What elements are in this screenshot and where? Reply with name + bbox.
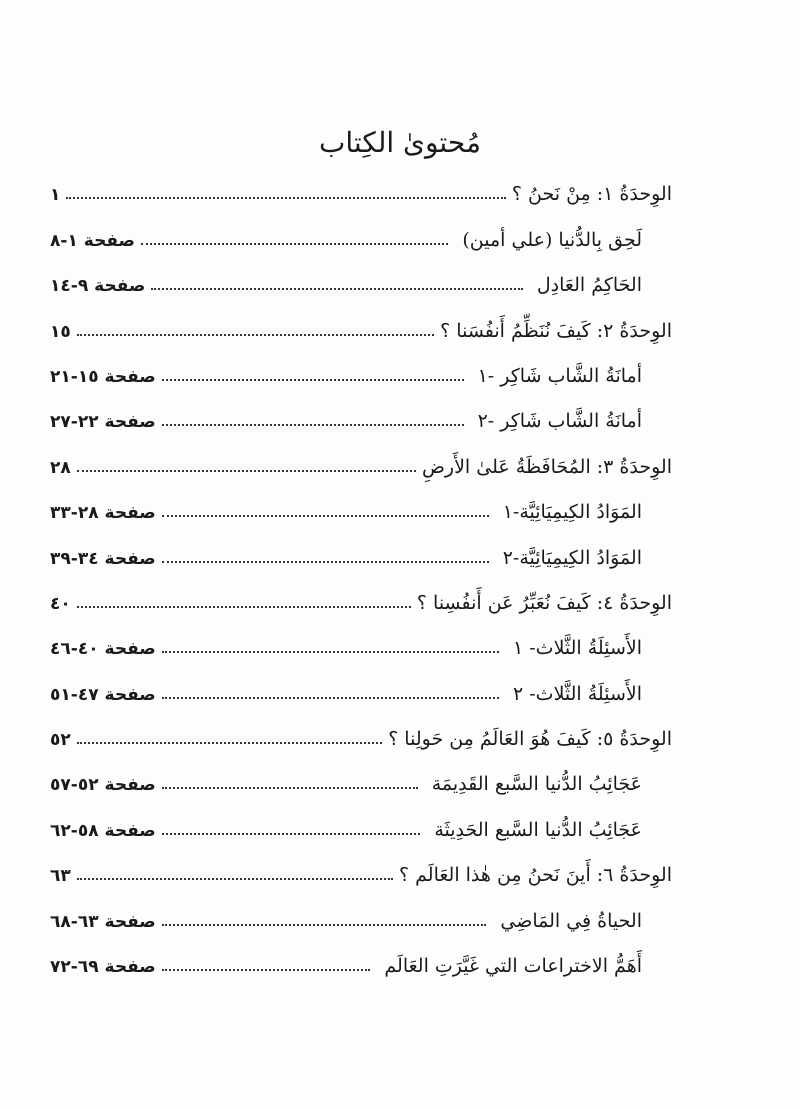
dot-leader — [162, 515, 489, 517]
toc-page-range: صفحة ١-٨ — [50, 230, 135, 251]
table-of-contents — [50, 160, 672, 977]
toc-lesson — [50, 523, 672, 568]
toc-entry-label: أَهَمُّ الاختراعات التي غَيَّرَتِ العَالَم — [384, 955, 642, 978]
toc-lesson — [50, 387, 672, 432]
dot-leader — [77, 606, 411, 608]
toc-entry-label: الوِحدَةُ ٢: كَيفَ نُنَظِّمُ أَنفُسَنا ؟ — [440, 319, 672, 342]
dot-leader — [66, 197, 506, 199]
toc-lesson — [50, 342, 672, 387]
toc-page-range: صفحة ٦٩-٧٢ — [50, 957, 156, 978]
toc-entry-label: الوِحدَةُ ٣: المُحَافَظَةُ عَلىٰ الأَرضِ — [421, 455, 672, 478]
toc-unit-4 — [50, 569, 672, 614]
toc-page-number: ٦٣ — [50, 866, 71, 887]
toc-lesson — [50, 614, 672, 659]
dot-leader — [77, 470, 416, 472]
toc-unit-5 — [50, 705, 672, 750]
toc-page-range: صفحة ٢٨-٣٣ — [50, 503, 156, 524]
dot-leader — [162, 833, 421, 835]
dot-leader — [141, 243, 448, 245]
toc-entry-label: الوِحدَةُ ٤: كَيفَ نُعَبِّرُ عَن أَنفُسِنا ؟ — [416, 591, 672, 614]
toc-entry-label: عَجَائِبُ الدُّنيا السَّبع الحَدِيثَة — [434, 818, 642, 841]
toc-lesson — [50, 750, 672, 795]
toc-unit-2 — [50, 296, 672, 341]
toc-entry-label: عَجَائِبُ الدُّنيا السَّبع القَدِيمَة — [431, 773, 642, 796]
toc-entry-label: المَوَادُ الكِيمِيَائِيَّة-٢ — [502, 546, 642, 569]
toc-page-range: صفحة ٤٧-٥١ — [50, 684, 156, 705]
toc-unit-1 — [50, 160, 672, 205]
dot-leader — [77, 742, 382, 744]
toc-lesson — [50, 251, 672, 296]
dot-leader — [162, 424, 464, 426]
toc-page-range: صفحة ٤٠-٤٦ — [50, 639, 156, 660]
toc-lesson — [50, 932, 672, 977]
page-title: مُحتوىٰ الكِتاب — [319, 126, 481, 159]
toc-lesson — [50, 795, 672, 840]
toc-page-range: صفحة ٩-١٤ — [50, 276, 146, 297]
toc-entry-label: أمانَةُ الشَّاب شَاكِر -١ — [477, 364, 642, 387]
dot-leader — [77, 334, 434, 336]
toc-unit-3 — [50, 432, 672, 477]
dot-leader — [162, 924, 487, 926]
toc-page-number: ١٥ — [50, 321, 71, 342]
toc-page-range: صفحة ٥٢-٥٧ — [50, 775, 156, 796]
toc-page-number: ٥٢ — [50, 730, 71, 751]
toc-entry-label: الوِحدَةُ ٦: أَينَ نَحنُ مِن هٰذا العَالَم ؟ — [399, 864, 672, 887]
toc-lesson — [50, 205, 672, 250]
toc-entry-label: المَوَادُ الكِيمِيَائِيَّة-١ — [502, 501, 642, 524]
toc-unit-6 — [50, 841, 672, 886]
toc-lesson — [50, 886, 672, 931]
toc-entry-label: الأَسئِلَةُ الثَّلاث- ١ — [513, 637, 642, 660]
toc-lesson — [50, 659, 672, 704]
toc-lesson — [50, 478, 672, 523]
toc-page-number: ٢٨ — [50, 457, 71, 478]
toc-entry-label: الوِحدَةُ ١: مِنْ نَحنُ ؟ — [511, 183, 672, 206]
dot-leader — [162, 651, 499, 653]
toc-entry-label: الأَسئِلَةُ الثَّلاث- ٢ — [513, 682, 642, 705]
toc-entry-label: الوِحدَةُ ٥: كَيفَ هُوَ العَالَمُ مِن حَولِنا ؟ — [388, 728, 672, 751]
dot-leader — [162, 561, 489, 563]
dot-leader — [162, 969, 371, 971]
dot-leader — [162, 787, 418, 789]
toc-entry-label: الحياةُ فِي المَاضِي — [500, 909, 642, 932]
toc-page-range: صفحة ٢٢-٢٧ — [50, 412, 156, 433]
toc-page-range: صفحة ٥٨-٦٢ — [50, 820, 156, 841]
toc-entry-label: الحَاكِمُ العَادِل — [536, 274, 642, 297]
dot-leader — [162, 697, 499, 699]
toc-entry-label: أمانَةُ الشَّاب شَاكِر -٢ — [477, 410, 642, 433]
toc-page-range: صفحة ٦٣-٦٨ — [50, 911, 156, 932]
dot-leader — [77, 878, 393, 880]
dot-leader — [151, 288, 522, 290]
dot-leader — [162, 379, 464, 381]
toc-page-range: صفحة ٣٤-٣٩ — [50, 548, 156, 569]
toc-entry-label: لَحِق بِالدُّنيا (علي أمين) — [462, 228, 642, 251]
toc-page-range: صفحة ١٥-٢١ — [50, 366, 156, 387]
toc-page-number: ٤٠ — [50, 593, 71, 614]
toc-page-number: ١ — [50, 185, 61, 206]
